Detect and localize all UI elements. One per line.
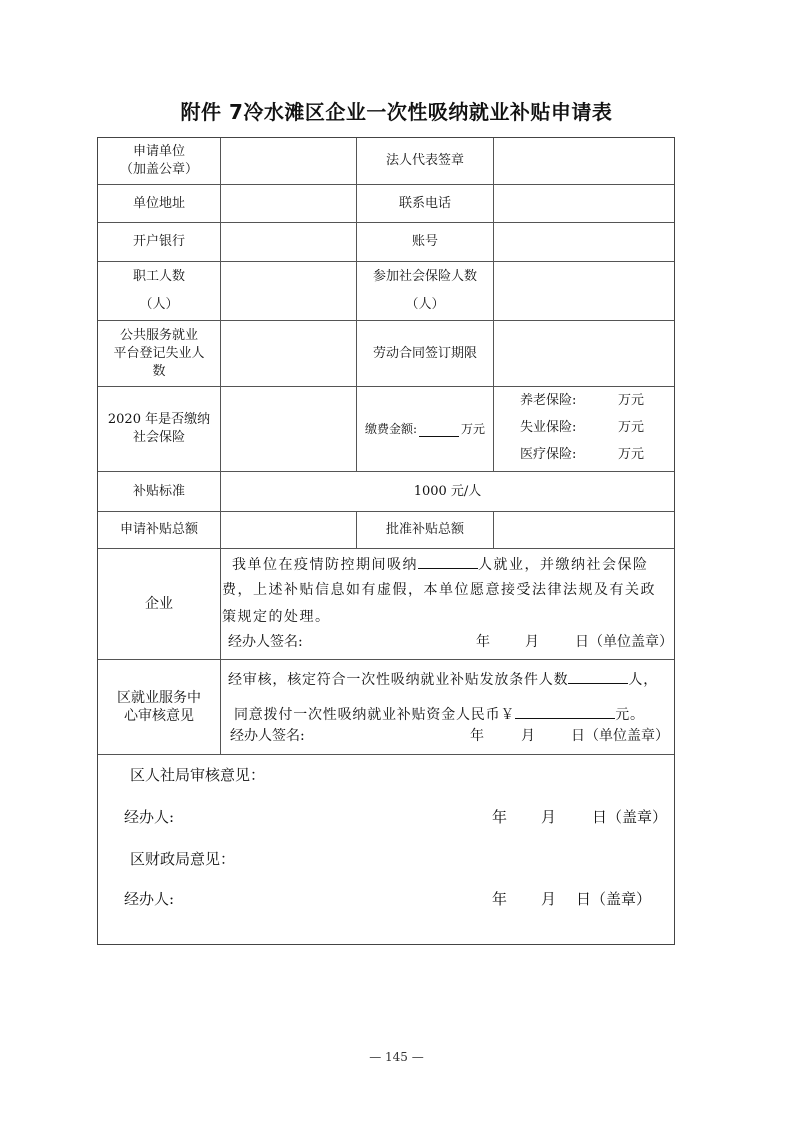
center-opinion-label [98, 660, 220, 754]
payment-amount-unit: 万元 [461, 422, 486, 436]
unemployment-insurance-unit: 万元 [618, 420, 645, 435]
payment-amount-blank[interactable] [419, 422, 459, 437]
unit-address-label: 单位地址 [132, 195, 185, 211]
enterprise-signer-label: 经办人签名: [228, 634, 303, 650]
form-title: 附件 7冷水滩区企业一次性吸纳就业补贴申请表 [180, 100, 613, 124]
page-number: — 145 — [369, 1050, 424, 1064]
enterprise-declaration-line1 [232, 554, 649, 574]
center-opinion-line2 [234, 704, 645, 724]
contact-phone-label: 联系电话 [398, 195, 451, 211]
account-number-label: 账号 [411, 234, 438, 249]
subsidy-standard-value: 1000 元/人 [413, 483, 482, 499]
unemployed-registered-label [98, 321, 220, 386]
hrss-signer-label: 经办人: [124, 808, 175, 826]
pension-unit: 万元 [618, 393, 645, 408]
applicant-unit-label [98, 138, 220, 184]
row-divider [98, 754, 674, 755]
staff-count-line1: 职工人数 [132, 269, 185, 284]
application-form-table [97, 137, 675, 945]
legal-rep-signature-label: 法人代表签章 [385, 153, 464, 168]
insured-count-line1: 参加社会保险人数 [372, 269, 477, 284]
hrss-year: 年 [492, 808, 508, 826]
payment-amount-label: 缴费金额: [364, 422, 418, 436]
finance-day-seal: 日（盖章） [576, 890, 652, 908]
center-label-line1: 区就业服务中 [117, 690, 201, 706]
enterprise-text-a: 我单位在疫情防控期间吸纳 [232, 557, 418, 573]
staff-count-field[interactable] [221, 262, 356, 320]
account-number-field[interactable] [494, 223, 674, 261]
center-text-d: 元。 [615, 707, 645, 723]
unemployment-insurance-label: 失业保险: [520, 420, 577, 435]
finance-signer-label: 经办人: [124, 890, 175, 908]
hrss-month: 月 [541, 808, 557, 826]
insurance-2020-field[interactable] [221, 387, 356, 471]
eligible-count-blank[interactable] [568, 669, 628, 684]
bank-field[interactable] [221, 223, 356, 261]
insured-count-label [357, 262, 493, 320]
unemployed-registered-field[interactable] [221, 321, 356, 386]
hired-count-blank[interactable] [418, 554, 478, 569]
enterprise-year: 年 [476, 634, 490, 650]
insurance-2020-label [98, 387, 220, 471]
contact-phone-field[interactable] [494, 185, 674, 222]
insurance-2020-line2: 社会保险 [132, 430, 185, 445]
hrss-opinion-heading: 区人社局审核意见： [130, 766, 266, 784]
enterprise-month: 月 [525, 634, 539, 650]
applicant-unit-field[interactable] [221, 138, 356, 184]
contract-term-field[interactable] [494, 321, 674, 386]
hrss-day-seal: 日（盖章） [592, 808, 668, 826]
center-label-line2: 心审核意见 [124, 708, 194, 724]
medical-insurance-label: 医疗保险: [520, 447, 577, 462]
unemployed-line2: 平台登记失业人 [113, 345, 205, 361]
amount-blank[interactable] [515, 704, 615, 719]
enterprise-declaration-line2: 费，上述补贴信息如有虚假，本单位愿意接受法律法规及有关政 [222, 582, 656, 598]
finance-opinion-heading: 区财政局意见： [130, 850, 236, 868]
enterprise-declaration-line3: 策规定的处理。 [222, 609, 331, 625]
center-signer-label: 经办人签名: [230, 728, 305, 744]
applicant-unit-line1: 申请单位 [132, 144, 185, 159]
enterprise-day-seal: 日（单位盖章） [575, 634, 673, 650]
center-text-a: 经审核，核定符合一次性吸纳就业补贴发放条件人数 [228, 672, 569, 688]
apply-total-label: 申请补贴总额 [119, 522, 198, 537]
insurance-2020-line1: 2020 年是否缴纳 [107, 412, 211, 427]
center-day-seal: 日（单位盖章） [571, 728, 669, 744]
apply-total-field[interactable] [221, 512, 356, 548]
insured-count-line2: （人） [405, 297, 445, 312]
center-year: 年 [470, 728, 484, 744]
subsidy-standard-label: 补贴标准 [132, 483, 185, 499]
center-text-b: 人， [628, 672, 659, 688]
staff-count-label [98, 262, 220, 320]
approved-total-field[interactable] [494, 512, 674, 548]
insured-count-field[interactable] [494, 262, 674, 320]
unemployed-line3: 数 [152, 363, 166, 379]
unit-address-field[interactable] [221, 185, 356, 222]
unemployed-line1: 公共服务就业 [119, 327, 198, 343]
bank-label: 开户银行 [132, 234, 185, 249]
medical-insurance-unit: 万元 [618, 447, 645, 462]
approved-total-label: 批准补贴总额 [385, 522, 464, 537]
finance-year: 年 [492, 890, 508, 908]
payment-amount-cell [357, 387, 493, 471]
enterprise-label: 企业 [145, 596, 173, 612]
finance-month: 月 [541, 890, 557, 908]
applicant-unit-line2: （加盖公章） [119, 162, 198, 177]
center-opinion-line1 [228, 669, 658, 689]
legal-rep-signature-field[interactable] [494, 138, 674, 184]
contract-term-label: 劳动合同签订期限 [372, 345, 477, 361]
enterprise-text-b: 人就业，并缴纳社会保险 [478, 557, 649, 573]
center-month: 月 [521, 728, 535, 744]
pension-label: 养老保险: [520, 393, 577, 408]
center-text-c: 同意拨付一次性吸纳就业补贴资金人民币￥ [234, 707, 516, 723]
staff-count-line2: （人） [139, 297, 179, 312]
